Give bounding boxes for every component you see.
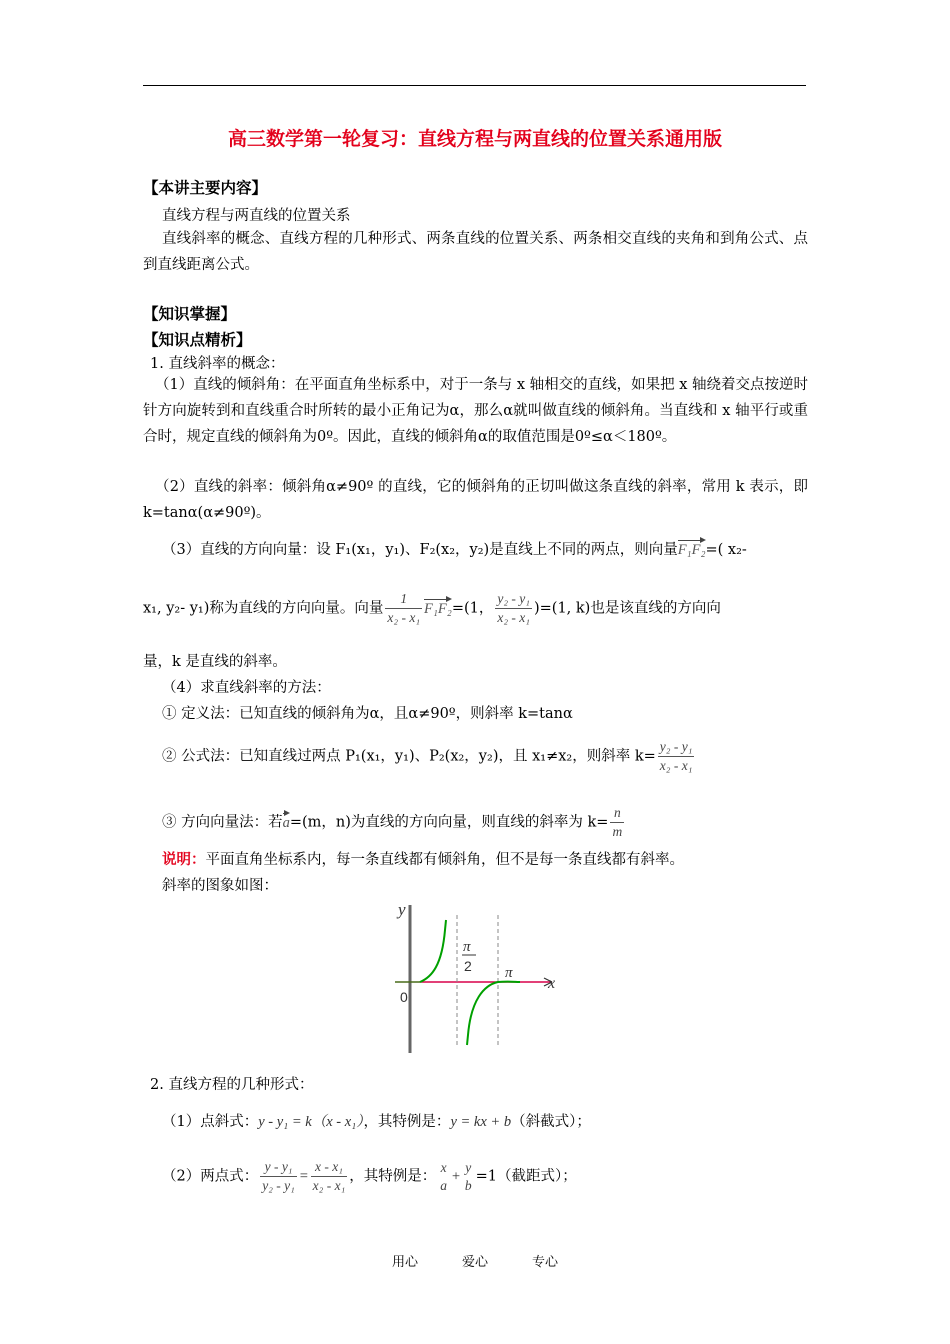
page-title: 高三数学第一轮复习：直线方程与两直线的位置关系通用版 (227, 128, 722, 150)
y-label: y (398, 900, 406, 919)
tan-graph (380, 895, 580, 1060)
p3-text-e: )=(1, k)也是该直线的方向向 (533, 600, 721, 617)
tan-branch-1 (420, 920, 446, 982)
footer-a: 用心 (391, 1255, 418, 1270)
footer-b: 爱心 (461, 1255, 488, 1270)
method-1: ① 定义法：已知直线的倾斜角为α，且α≠90º，则斜率 k=tanα (162, 706, 573, 722)
formula-two-point (162, 1158, 577, 1195)
item1-p3-line1 (162, 538, 747, 559)
note-text: 平面直角坐标系内，每一条直线都有倾斜角，但不是每一条直线都有斜率。 (205, 852, 684, 868)
two-point-left-fraction: $\frac{\text{y - y₁}}{\text{y₂ - y₁}}$ (262, 1159, 295, 1193)
main-content-line2: 直线斜率的概念、直线方程的几种形式、两条直线的位置关系、两条相交直线的夹角和到角公式、点到直线距离公式。 (143, 231, 808, 273)
p3-text-a: （3）直线的方向向量：设 F₁(x₁，y₁)、F₂(x₂，y₂)是直线上不同的两点，则向量 (162, 542, 678, 558)
pi-half-denominator: 2 (464, 958, 472, 974)
item2-heading: 2. 直线方程的几种形式： (150, 1077, 314, 1093)
n-over-m-fraction: $\frac{n}{m}$ (612, 805, 623, 839)
vector-a: a (283, 811, 290, 832)
method-2-text: ② 公式法：已知直线过两点 P₁(x₁，y₁)、P₂(x₂，y₂)，且 x₁≠x₂，则斜率 k= (162, 748, 656, 765)
main-content-heading: 【本讲主要内容】 (143, 179, 268, 197)
knowledge-heading: 【知识掌握】 (143, 305, 237, 323)
pi-half-numerator: π (463, 939, 471, 955)
note (162, 848, 684, 869)
p3-text-d: =(1， (451, 600, 494, 617)
intercept-y-fraction: y b (464, 1159, 472, 1193)
f1-formula: y - y₁ = k（x - x₁） (258, 1114, 364, 1130)
vector-f1f2-2: F₁F₂ (424, 597, 452, 618)
f1-special: y = kx + b (450, 1114, 512, 1130)
f1-suffix: （斜截式）； (511, 1114, 591, 1130)
p3-text-b: =( x₂- (705, 542, 747, 558)
item1-heading: 1. 直线斜率的概念： (150, 356, 285, 372)
footer (0, 1251, 950, 1270)
pi-label: π (505, 965, 513, 981)
intercept-x-fraction: x a (440, 1159, 448, 1193)
method-3-text-b: =(m，n)为直线的方向向量，则直线的斜率为 k= (289, 814, 609, 831)
item1-p3-line2 (143, 590, 721, 627)
slope-fraction: $\frac{\text{y₂ - y₁}}{\text{x₂ - x₁}}$ (659, 739, 693, 773)
item1-p1: （1）直线的倾斜角：在平面直角坐标系中，对于一条与 x 轴相交的直线，如果把 x 轴绕着交点按逆时针方向旋转到和直线重合时所转的最小正角记为α，那么α就叫做直线的倾斜角。当直线和 x 轴平行或重合时，规定直线的倾斜角为0º。因此，直线的倾斜角α的取值范围是0º≤α＜180º。 (143, 377, 809, 445)
tan-branch-2 (467, 982, 520, 1045)
main-content-line1: 直线方程与两直线的位置关系 (162, 208, 351, 224)
f2-label: （2）两点式： (162, 1168, 259, 1185)
formula-point-slope (162, 1110, 591, 1131)
two-point-right-fraction: $\frac{\text{x - x₁}}{\text{x₂ - x₁}}$ (312, 1159, 346, 1193)
p3-text-c: x₁, y₂- y₁)称为直线的方向向量。向量 (143, 600, 384, 617)
method-3-text-a: ③ 方向向量法：若 (162, 814, 283, 831)
item1-p3-line3: 量，k 是直线的斜率。 (143, 654, 287, 670)
note-label: 说明： (162, 851, 206, 868)
vector-f1f2: F₁F₂ (678, 538, 706, 559)
header-rule (143, 85, 806, 86)
method-3 (162, 804, 626, 841)
item1-p2: （2）直线的斜率：倾斜角α≠90º 的直线，它的倾斜角的正切叫做这条直线的斜率，常用 k 表示，即 k=tanα(α≠90º)。 (143, 479, 808, 521)
graph-caption: 斜率的图象如图： (162, 878, 278, 894)
f2-plus: + (451, 1168, 461, 1185)
f1-text: ，其特例是： (363, 1114, 451, 1130)
f2-text: ，其特例是： (349, 1168, 437, 1185)
f2-suffix: =1（截距式）； (475, 1168, 577, 1185)
fraction-dy-over-dx: $\frac{\text{y₂ - y₁}}{\text{x₂ - x₁}}$ (497, 591, 530, 625)
method-2 (162, 738, 696, 775)
f1-label: （1）点斜式： (162, 1114, 259, 1130)
f2-equals: = (298, 1168, 309, 1185)
item1-p4: （4）求直线斜率的方法： (162, 680, 331, 696)
fraction-one-over-dx: $\frac{1}{\text{x₂ - x₁}}$ (387, 591, 421, 625)
points-heading: 【知识点精析】 (143, 331, 252, 349)
footer-c: 专心 (532, 1255, 559, 1270)
origin-label: 0 (400, 989, 408, 1005)
x-label: x (548, 975, 556, 992)
